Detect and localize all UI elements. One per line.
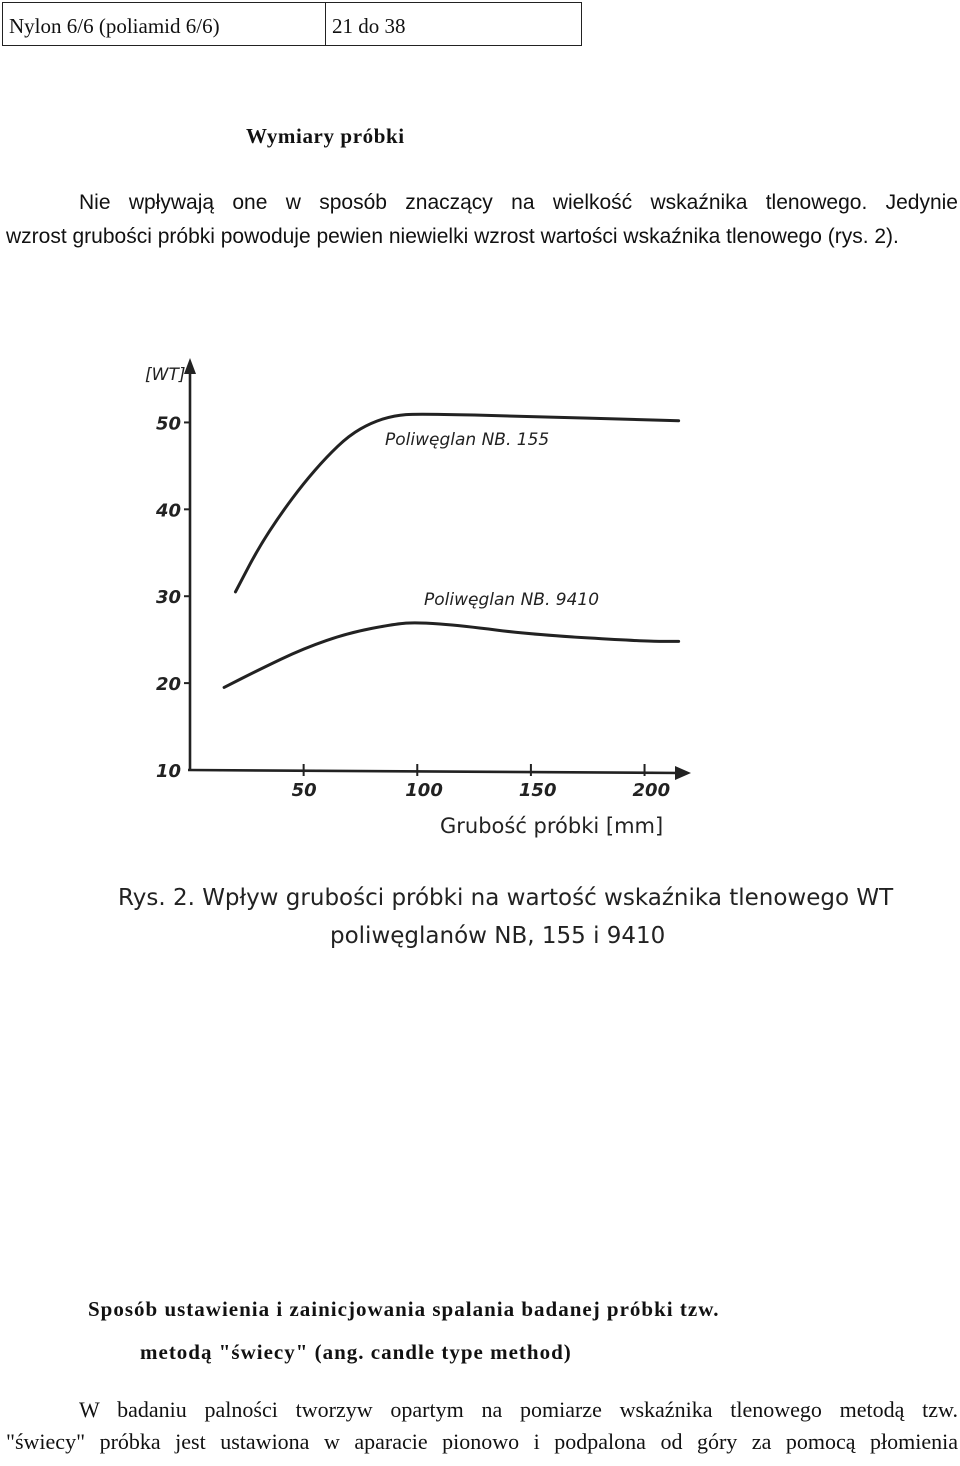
series-label-1: Poliwęglan NB. 155	[385, 430, 550, 450]
y-tick-label: 30	[156, 587, 182, 609]
chart-axes	[184, 358, 691, 780]
x-tick-label: 150	[518, 780, 557, 801]
y-tick-label: 40	[156, 500, 182, 522]
material-table	[2, 2, 582, 46]
material-cell: Nylon 6/6 (poliamid 6/6)	[3, 3, 326, 46]
figure-caption-line1: Rys. 2. Wpływ grubości próbki na wartość wskaźnika tlenowego WT	[118, 885, 894, 911]
x-axis	[188, 770, 682, 773]
section-heading-candle-method	[88, 1288, 719, 1374]
y-tick-label: 50	[156, 413, 182, 435]
x-tick-label: 200	[632, 780, 671, 801]
section-title-line2: metodą "świecy" (ang. candle type method)	[140, 1340, 572, 1364]
x-axis-label: Grubość próbki [mm]	[440, 814, 664, 838]
paragraph-line: W badaniu palności tworzyw opartym na pomiarze wskaźnika tlenowego metodą tzw.	[79, 1397, 958, 1422]
candle-method-paragraph	[6, 1394, 958, 1458]
series-label-2: Poliwęglan NB. 9410	[424, 590, 600, 610]
paragraph-line: Nie wpływają one w sposób znaczący na wielkość wskaźnika tlenowego. Jedynie	[79, 191, 958, 214]
figure-oxygen-index-chart	[0, 340, 960, 960]
y-axis-label: [WT]	[145, 365, 186, 385]
paragraph-line: wzrost grubości próbki powoduje pewien niewielki wzrost wartości wskaźnika tlenowego (rys. 2).	[6, 225, 899, 248]
section-title-line1: Sposób ustawienia i zainicjowania spalania badanej próbki tzw.	[88, 1297, 720, 1321]
series-line-2	[224, 623, 679, 688]
sample-dimensions-paragraph	[6, 186, 958, 254]
y-axis-arrow-icon	[184, 358, 196, 374]
x-tick-label: 100	[405, 780, 443, 801]
x-axis-arrow-icon	[675, 766, 691, 780]
x-tick-label: 50	[291, 780, 317, 801]
paragraph-line: "świecy" próbka jest ustawiona w aparacie pionowo i podpalona od góry za pomocą płomienia	[6, 1429, 958, 1454]
y-tick-label: 10	[156, 761, 182, 782]
oxygen-index-range-cell: 21 do 38	[326, 3, 582, 46]
section-heading-sample-dimensions: Wymiary próbki	[246, 124, 405, 148]
y-tick-label: 20	[156, 674, 182, 696]
figure-caption-line2: poliwęglanów NB, 155 i 9410	[330, 923, 666, 949]
table-row	[3, 3, 582, 46]
